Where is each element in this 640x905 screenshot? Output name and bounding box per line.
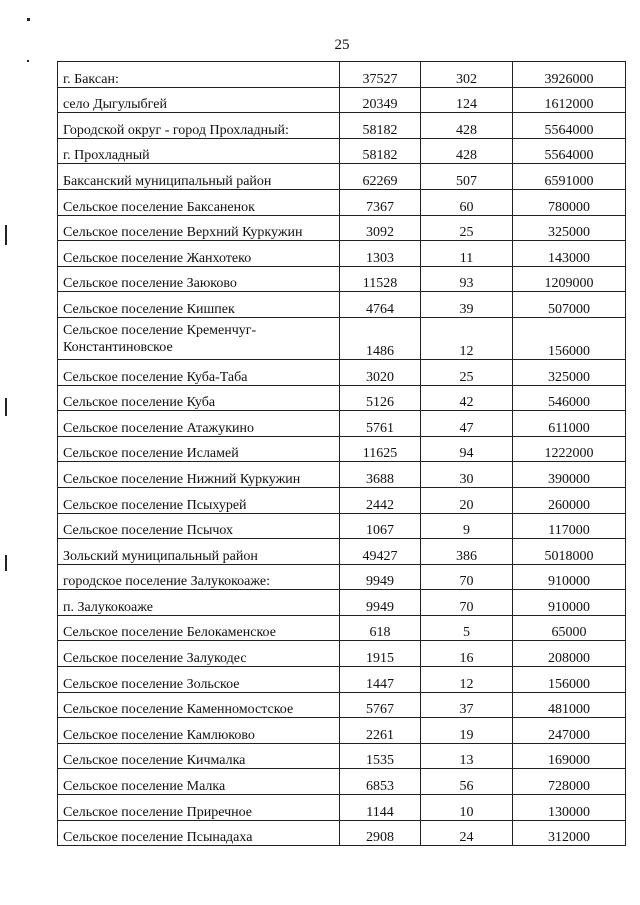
row-value-1: 5126 (340, 385, 421, 411)
row-name: село Дыгулыбгей (58, 87, 340, 113)
row-value-1: 37527 (340, 62, 421, 88)
table-row (58, 539, 626, 565)
table-row (58, 87, 626, 113)
row-value-3: 65000 (513, 615, 626, 641)
row-value-1: 618 (340, 615, 421, 641)
row-value-2: 9 (421, 513, 513, 539)
table-row (58, 820, 626, 846)
row-value-3: 780000 (513, 189, 626, 215)
row-value-3: 611000 (513, 411, 626, 437)
row-value-1: 9949 (340, 564, 421, 590)
row-value-3: 117000 (513, 513, 626, 539)
row-value-2: 386 (421, 539, 513, 565)
row-name: Сельское поселение Баксаненок (58, 189, 340, 215)
table-row (58, 241, 626, 267)
row-value-3: 3926000 (513, 62, 626, 88)
row-value-2: 507 (421, 164, 513, 190)
row-name: Сельское поселение Псыхурей (58, 487, 340, 513)
table-row (58, 769, 626, 795)
row-value-3: 6591000 (513, 164, 626, 190)
table-row (58, 62, 626, 88)
row-value-3: 247000 (513, 718, 626, 744)
row-value-2: 42 (421, 385, 513, 411)
row-name: п. Залукокоаже (58, 590, 340, 616)
row-value-2: 25 (421, 359, 513, 385)
row-value-3: 390000 (513, 462, 626, 488)
page-number: 25 (334, 37, 350, 53)
table-row (58, 564, 626, 590)
table-row (58, 436, 626, 462)
row-value-2: 25 (421, 215, 513, 241)
row-value-1: 5761 (340, 411, 421, 437)
table-row (58, 667, 626, 693)
row-name: Сельское поселение Малка (58, 769, 340, 795)
scan-mark (27, 18, 30, 21)
row-value-1: 5767 (340, 692, 421, 718)
row-value-3: 169000 (513, 743, 626, 769)
row-name: Сельское поселение Куба (58, 385, 340, 411)
row-value-1: 11528 (340, 266, 421, 292)
row-name: Зольский муниципальный район (58, 539, 340, 565)
row-value-3: 143000 (513, 241, 626, 267)
table-row (58, 266, 626, 292)
row-value-2: 30 (421, 462, 513, 488)
table-row (58, 215, 626, 241)
table-row (58, 292, 626, 318)
row-name: Сельское поселение Исламей (58, 436, 340, 462)
row-value-3: 5564000 (513, 113, 626, 139)
row-value-1: 6853 (340, 769, 421, 795)
row-value-2: 12 (421, 667, 513, 693)
row-value-2: 20 (421, 487, 513, 513)
row-value-1: 1486 (340, 317, 421, 359)
row-value-1: 1303 (340, 241, 421, 267)
row-name: Сельское поселение Приречное (58, 795, 340, 821)
row-name: Сельское поселение Кичмалка (58, 743, 340, 769)
row-value-3: 910000 (513, 590, 626, 616)
table-row (58, 590, 626, 616)
row-value-3: 260000 (513, 487, 626, 513)
row-name: Сельское поселение Заюково (58, 266, 340, 292)
row-name: Сельское поселение Белокаменское (58, 615, 340, 641)
table-row (58, 718, 626, 744)
table-row (58, 385, 626, 411)
row-name: Сельское поселение Зольское (58, 667, 340, 693)
row-value-1: 3688 (340, 462, 421, 488)
row-value-1: 3020 (340, 359, 421, 385)
row-value-3: 481000 (513, 692, 626, 718)
row-value-2: 10 (421, 795, 513, 821)
scan-mark (5, 398, 7, 416)
row-value-2: 37 (421, 692, 513, 718)
row-value-2: 428 (421, 138, 513, 164)
row-value-2: 428 (421, 113, 513, 139)
row-value-2: 124 (421, 87, 513, 113)
row-value-1: 1915 (340, 641, 421, 667)
row-name: Сельское поселение Жанхотеко (58, 241, 340, 267)
row-name: Сельское поселение Псынадаха (58, 820, 340, 846)
row-value-3: 1222000 (513, 436, 626, 462)
table-row (58, 189, 626, 215)
row-value-1: 1144 (340, 795, 421, 821)
row-value-2: 24 (421, 820, 513, 846)
row-value-1: 1535 (340, 743, 421, 769)
row-value-2: 70 (421, 590, 513, 616)
table-row (58, 743, 626, 769)
table-row (58, 164, 626, 190)
row-name: Сельское поселение Залукодес (58, 641, 340, 667)
row-value-1: 2908 (340, 820, 421, 846)
row-name: Сельское поселение Нижний Куркужин (58, 462, 340, 488)
row-name: Баксанский муниципальный район (58, 164, 340, 190)
row-value-2: 16 (421, 641, 513, 667)
row-name: городское поселение Залукокоаже: (58, 564, 340, 590)
row-value-1: 58182 (340, 138, 421, 164)
row-value-1: 58182 (340, 113, 421, 139)
row-value-3: 156000 (513, 667, 626, 693)
table-row (58, 317, 626, 359)
row-name: Городской округ - город Прохладный: (58, 113, 340, 139)
row-value-1: 11625 (340, 436, 421, 462)
table-row (58, 615, 626, 641)
row-value-3: 728000 (513, 769, 626, 795)
row-value-2: 11 (421, 241, 513, 267)
row-value-2: 93 (421, 266, 513, 292)
row-value-3: 208000 (513, 641, 626, 667)
row-value-3: 325000 (513, 359, 626, 385)
row-value-2: 47 (421, 411, 513, 437)
table-row (58, 138, 626, 164)
data-table (57, 61, 626, 846)
row-value-3: 507000 (513, 292, 626, 318)
row-name: Сельское поселение Атажукино (58, 411, 340, 437)
row-name: г. Баксан: (58, 62, 340, 88)
row-value-3: 156000 (513, 317, 626, 359)
table-row (58, 359, 626, 385)
scan-mark (5, 225, 7, 245)
row-name: г. Прохладный (58, 138, 340, 164)
row-value-2: 60 (421, 189, 513, 215)
row-value-2: 13 (421, 743, 513, 769)
row-value-1: 49427 (340, 539, 421, 565)
row-value-2: 302 (421, 62, 513, 88)
row-value-3: 5564000 (513, 138, 626, 164)
row-value-1: 3092 (340, 215, 421, 241)
row-name: Сельское поселение Каменномостское (58, 692, 340, 718)
table-row (58, 641, 626, 667)
row-value-2: 94 (421, 436, 513, 462)
table-row (58, 411, 626, 437)
row-value-3: 130000 (513, 795, 626, 821)
row-value-3: 325000 (513, 215, 626, 241)
row-value-1: 2261 (340, 718, 421, 744)
row-value-1: 1447 (340, 667, 421, 693)
row-name: Сельское поселение Кременчуг-Константиновское (58, 317, 340, 359)
row-value-3: 5018000 (513, 539, 626, 565)
row-value-2: 70 (421, 564, 513, 590)
row-value-3: 312000 (513, 820, 626, 846)
row-value-3: 1612000 (513, 87, 626, 113)
row-name: Сельское поселение Камлюково (58, 718, 340, 744)
row-value-2: 12 (421, 317, 513, 359)
row-value-1: 20349 (340, 87, 421, 113)
row-value-1: 9949 (340, 590, 421, 616)
row-value-1: 7367 (340, 189, 421, 215)
table-row (58, 113, 626, 139)
table-row (58, 513, 626, 539)
row-value-2: 5 (421, 615, 513, 641)
row-value-3: 910000 (513, 564, 626, 590)
table-row (58, 795, 626, 821)
row-name: Сельское поселение Куба-Таба (58, 359, 340, 385)
row-name: Сельское поселение Кишпек (58, 292, 340, 318)
scan-mark (27, 60, 29, 62)
row-value-1: 62269 (340, 164, 421, 190)
row-value-2: 56 (421, 769, 513, 795)
row-value-1: 4764 (340, 292, 421, 318)
row-name: Сельское поселение Псычох (58, 513, 340, 539)
table-row (58, 487, 626, 513)
row-value-3: 1209000 (513, 266, 626, 292)
scan-mark (5, 555, 7, 571)
row-name: Сельское поселение Верхний Куркужин (58, 215, 340, 241)
row-value-3: 546000 (513, 385, 626, 411)
row-value-1: 1067 (340, 513, 421, 539)
row-value-2: 39 (421, 292, 513, 318)
row-value-1: 2442 (340, 487, 421, 513)
table-row (58, 462, 626, 488)
table-row (58, 692, 626, 718)
row-value-2: 19 (421, 718, 513, 744)
